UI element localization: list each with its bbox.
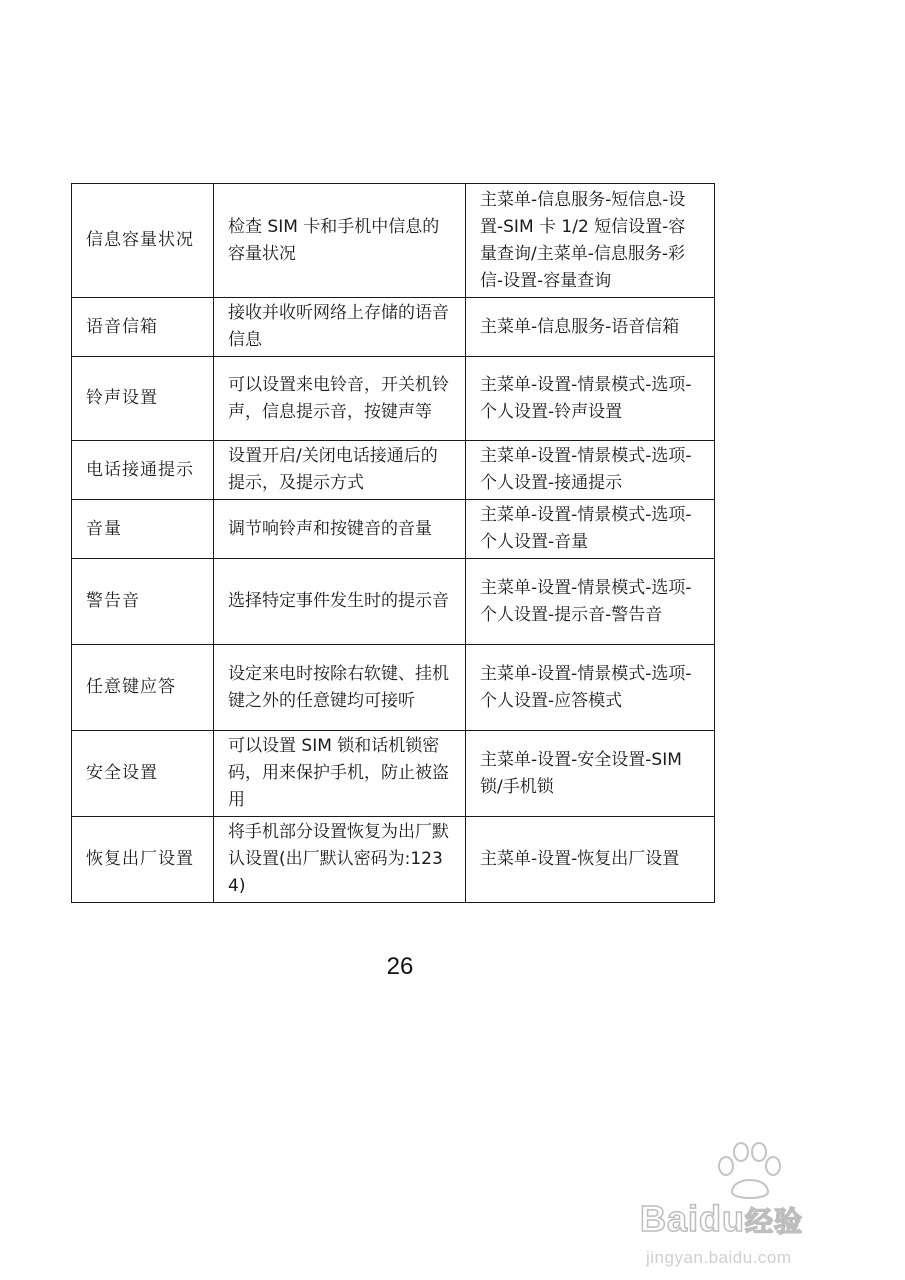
feature-description-cell: 检查 SIM 卡和手机中信息的容量状况 bbox=[214, 184, 466, 298]
menu-path-cell: 主菜单-设置-安全设置-SIM 锁/手机锁 bbox=[466, 731, 715, 817]
table-row bbox=[72, 441, 715, 500]
feature-name-cell: 任意键应答 bbox=[72, 645, 214, 731]
feature-name-cell: 语音信箱 bbox=[72, 298, 214, 357]
baidu-jingyan-watermark bbox=[640, 1140, 890, 1270]
feature-description-cell: 接收并收听网络上存储的语音信息 bbox=[214, 298, 466, 357]
feature-name-cell: 电话接通提示 bbox=[72, 441, 214, 500]
feature-description-cell: 设置开启/关闭电话接通后的提示，及提示方式 bbox=[214, 441, 466, 500]
feature-description-cell: 设定来电时按除右软键、挂机键之外的任意键均可接听 bbox=[214, 645, 466, 731]
table-row bbox=[72, 298, 715, 357]
menu-path-cell: 主菜单-设置-情景模式-选项-个人设置-音量 bbox=[466, 500, 715, 559]
paw-logo-icon bbox=[710, 1140, 790, 1202]
table-row bbox=[72, 559, 715, 645]
watermark-url: jingyan.baidu.com bbox=[646, 1248, 792, 1267]
table-row bbox=[72, 184, 715, 298]
feature-description-cell: 可以设置 SIM 锁和话机锁密码，用来保护手机，防止被盗用 bbox=[214, 731, 466, 817]
menu-path-cell: 主菜单-设置-恢复出厂设置 bbox=[466, 817, 715, 903]
menu-path-cell: 主菜单-设置-情景模式-选项-个人设置-应答模式 bbox=[466, 645, 715, 731]
table-row bbox=[72, 357, 715, 441]
feature-description-cell: 可以设置来电铃音，开关机铃声，信息提示音，按键声等 bbox=[214, 357, 466, 441]
feature-description-cell: 将手机部分设置恢复为出厂默认设置(出厂默认密码为:1234) bbox=[214, 817, 466, 903]
feature-name-cell: 安全设置 bbox=[72, 731, 214, 817]
page-number: 26 bbox=[386, 953, 414, 980]
feature-name-cell: 音量 bbox=[72, 500, 214, 559]
table-row bbox=[72, 731, 715, 817]
menu-path-cell: 主菜单-设置-情景模式-选项-个人设置-提示音-警告音 bbox=[466, 559, 715, 645]
table-row bbox=[72, 817, 715, 903]
settings-table bbox=[71, 183, 715, 903]
menu-path-cell: 主菜单-设置-情景模式-选项-个人设置-接通提示 bbox=[466, 441, 715, 500]
feature-name-cell: 警告音 bbox=[72, 559, 214, 645]
feature-name-cell: 信息容量状况 bbox=[72, 184, 214, 298]
feature-description-cell: 选择特定事件发生时的提示音 bbox=[214, 559, 466, 645]
feature-name-cell: 铃声设置 bbox=[72, 357, 214, 441]
menu-path-cell: 主菜单-设置-情景模式-选项-个人设置-铃声设置 bbox=[466, 357, 715, 441]
menu-path-cell: 主菜单-信息服务-语音信箱 bbox=[466, 298, 715, 357]
table-row bbox=[72, 645, 715, 731]
table-row bbox=[72, 500, 715, 559]
watermark-logo-text: Baidu经验 bbox=[640, 1198, 804, 1239]
feature-description-cell: 调节响铃声和按键音的音量 bbox=[214, 500, 466, 559]
menu-path-cell: 主菜单-信息服务-短信息-设置-SIM 卡 1/2 短信设置-容量查询/主菜单-信息服务-彩信-设置-容量查询 bbox=[466, 184, 715, 298]
feature-name-cell: 恢复出厂设置 bbox=[72, 817, 214, 903]
